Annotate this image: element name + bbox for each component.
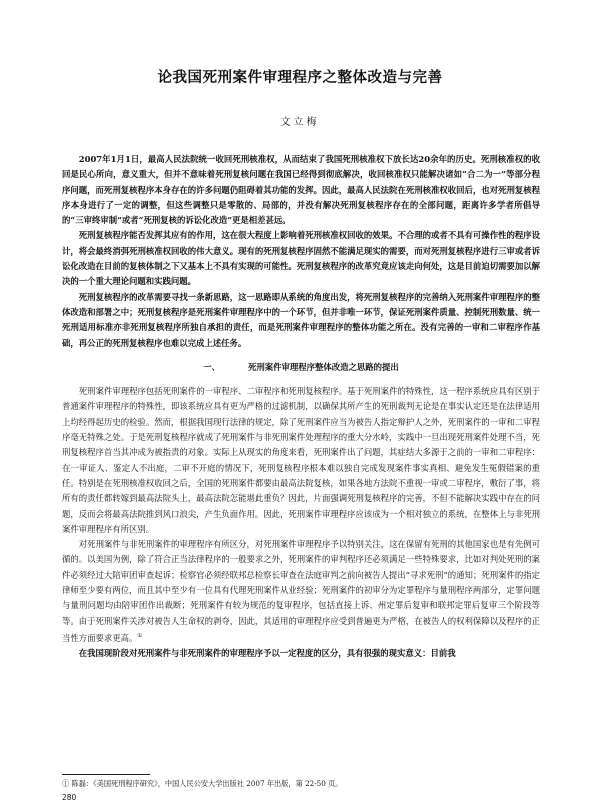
section-paragraph-3: 在我国现阶段对死刑案件与非死刑案件的审理程序予以一定程度的区分，具有很强的现实意义：目前我	[78, 648, 456, 658]
footnote	[62, 779, 540, 789]
paper-title: 论我国死刑案件审理程序之整体改造与完善	[157, 70, 443, 86]
section-paragraph-2	[62, 537, 540, 646]
footnote-mark: ①	[62, 779, 70, 788]
page-number: 280	[62, 793, 77, 802]
intro-paragraph-1: 2007年1月1日，最高人民法院统一收回死刑核准权，从而结束了我国死刑核准权下放长达20余年的历史。死刑核准权的收回是民心所向，意义重大，但并不意味着死刑复核问题在我国已经得到彻底解决，收回核准权只能解决诸如“合二为一”等部分程序问题，而死刑复核程序本身存在的许多问题仍阻碍着其功能的发挥。因此，最高人民法院在死刑核准权收回后，也对死刑复核程序本身进行了一定的调整，但这些调整只是零散的、局部的，并没有解决死刑复核程序存在的全部问题，距离许多学者所倡导的“三审终审制”或者“死刑复核的诉讼化改造”更是相差甚远。	[62, 154, 540, 226]
section-heading	[62, 360, 540, 375]
author-name: 文立梅	[280, 117, 320, 128]
footnote-divider	[62, 774, 150, 775]
intro-paragraph-2: 死刑复核程序能否发挥其应有的作用，这在很大程度上影响着死刑核准权回收的效果。不合理的或者不具有可操作性的程序设计，将会最终消弭死刑核准权回收的伟大意义。现有的死刑复核程序固然不能满足现实的需要，而对死刑复核程序进行三审或者诉讼化改造在目前的复核体制之下又基本上不具有实现的可能性。死刑复核程序的改革究竟应该走向何处，这是目前迫切需要加以解决的一个重大理论问题和实践问题。	[62, 230, 540, 287]
footnote-reference: ①	[137, 632, 143, 639]
section-heading-text: 死刑案件审理程序整体改造之思路的提出	[248, 361, 399, 372]
section-number: 一、	[203, 361, 220, 372]
section-paragraph-2-text: 对死刑案件与非死刑案件的审理程序有所区分，对死刑案件审理程序予以特别关注，这在保留有死刑的其他国家也是有先例可循的。以美国为例，除了符合正当法律程序的一般要求之外，死刑案件的审判程序还必须满足一些特殊要求，比如对判处死刑的案件必须经过大陪审团审查起诉；检察官必须经联邦总检察长审查在法庭审判之前向被告人提出“寻求死刑”的通知；死刑案件的指定律师至少要有两位，而且其中至少有一位具有代理死刑案件从业经验；死刑案件的初审分为定罪程序与量刑程序两部分，定罪问题与量刑问题均由陪审团作出裁断；死刑案件有较为规范的复审程序，包括直接上诉、州定罪后复审和联邦定罪后复审三个阶段等等。由于死刑案件关涉对被告人生命权的剥夺，因此，其适用的审理程序应受到普遍更为严格，在被告人的权利保障以及程序的正当性方面要求更高。	[62, 539, 540, 643]
article-body	[62, 152, 540, 661]
section-paragraph-1: 死刑案件审理程序包括死刑案件的一审程序、二审程序和死刑复核程序。基于死刑案件的特殊性，这一程序系统应具有区别于普通案件审理程序的特殊性，即该系统应具有更为严格的过滤机制，以确保其所产生的死刑裁判无论是在事实认定还是在法律适用上均经得起历史的检验。然而，根据我国现行法律的规定，除了死刑案件应当为被告人指定辩护人之外，死刑案件的一审和二审程序毫无特殊之处。于是死刑复核程序就成了死刑案件与非死刑案件处理程序的重大分水岭，实践中一旦出现死刑案件处理不当，死刑复核程序首当其冲成为被指责的对象。实际上从现实的角度来看，死刑案件出了问题，其症结大多源于之前的一审和二审程序：在一审证人、鉴定人不出庭，二审不开庭的情况下，死刑复核程序根本难以独自完成发现案件事实真相、避免发生冤假错案的重任。特别是在死刑核准权收回之后，全国的死刑案件都要由最高法院复核，如果各地方法院不重视一审或二审程序，敷衍了事，将所有的责任都转嫁到最高法院头上，最高法院怎能堪此重负？因此，片面强调死刑复核程序的完善，不但不能解决实践中存在的问题，反而会将最高法院推到风口浪尖，产生负面作用。因此，死刑案件审理程序应该成为一个相对独立的系统，在整体上与非死刑案件审理程序有所区别。	[62, 386, 540, 534]
intro-paragraph-3: 死刑复核程序的改革需要寻找一条新思路，这一思路即从系统的角度出发，将死刑复核程序的完善纳入死刑案件审理程序的整体改造和部署之中；死刑复核程序是死刑案件审理程序中的一个环节，但并非唯一环节，保证死刑案件质量、控制死刑数量、统一死刑适用标准亦非死刑复核程序所独自承担的责任，而是死刑案件审理程序的整体功能之所在。没有完善的一审和二审程序作基础，再公正的死刑复核程序也难以完成上述任务。	[62, 291, 540, 348]
footnote-text: 陈磊：《美国死刑程序研究》，中国人民公安大学出版社 2007 年出版，第 22-50 页。	[71, 779, 343, 788]
